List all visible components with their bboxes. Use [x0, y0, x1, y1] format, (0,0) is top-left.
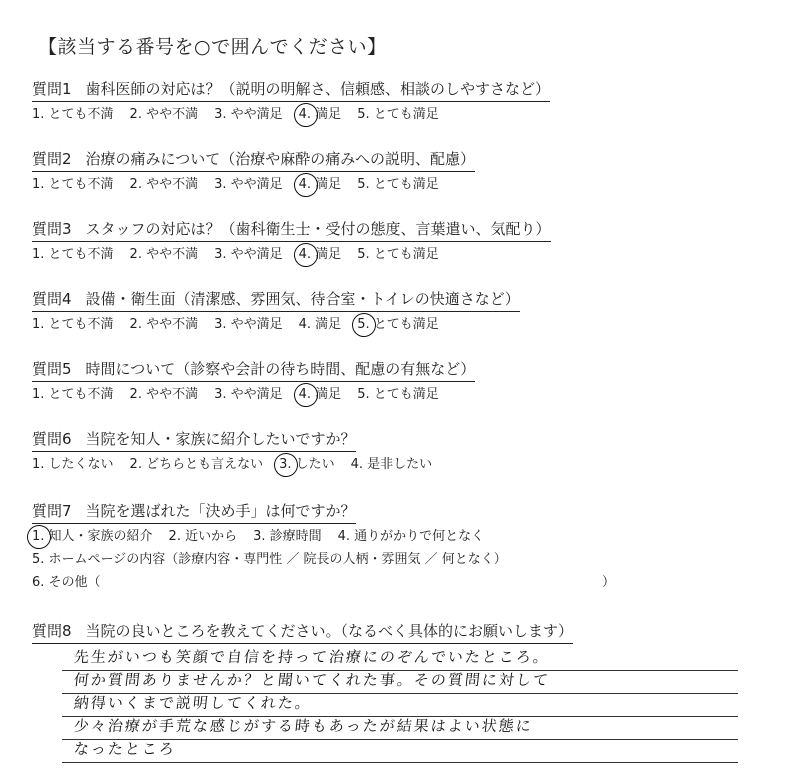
question-heading	[32, 500, 356, 524]
question-heading	[32, 148, 475, 172]
question-text: 当院を選ばれた「決め手」は何ですか？	[85, 502, 356, 520]
option[interactable]: 1. したくない	[32, 457, 114, 472]
question-text: 設備・衛生面（清潔感、雰囲気、待合室・トイレの快適さなど）	[85, 290, 520, 308]
answer-line	[62, 671, 738, 694]
question-number: 質問3	[32, 220, 72, 238]
question-number: 質問1	[32, 80, 72, 98]
question-4	[32, 288, 520, 335]
question-text: 時間について（診察や会計の待ち時間、配慮の有無など）	[85, 360, 476, 378]
question-heading	[32, 358, 475, 382]
option[interactable]: 5. とても満足	[357, 177, 439, 192]
option[interactable]: 5. とても満足	[357, 107, 439, 122]
option[interactable]: 1. とても不満	[32, 107, 114, 122]
handwritten-text: 少々治療が手荒な感じがする時もあったが結果はよい状態に	[73, 717, 534, 735]
option[interactable]: 4. 通りがかりで何となく	[337, 529, 485, 544]
option-circled[interactable]: 4. 満足	[299, 245, 342, 265]
question-5	[32, 358, 475, 405]
question-2	[32, 148, 475, 195]
option[interactable]: 2. やや不満	[129, 317, 199, 332]
handwritten-text: 納得いくまで説明してくれた。	[73, 694, 313, 712]
free-answer-area	[62, 648, 738, 763]
question-number: 質問6	[32, 430, 72, 448]
question-text: 治療の痛みについて（治療や麻酔の痛みへの説明、配慮）	[85, 150, 475, 168]
question-text: スタッフの対応は？（歯科衛生士・受付の態度、言葉遣い、気配り）	[85, 220, 551, 238]
option[interactable]: 3. やや満足	[214, 247, 283, 262]
option-circled[interactable]: 5. とても満足	[357, 315, 439, 335]
option-circled[interactable]: 1. 知人・家族の紹介	[32, 527, 153, 547]
handwritten-text: なったところ	[73, 740, 177, 758]
question-number: 質問7	[32, 502, 72, 520]
option[interactable]: 1. とても不満	[32, 317, 114, 332]
option[interactable]: 4. 是非したい	[350, 457, 433, 472]
handwritten-text: 先生がいつも笑顔で自信を持って治療にのぞんでいたところ。	[73, 648, 551, 666]
option[interactable]: 1. とても不満	[32, 387, 114, 402]
option-row-homepage: 5. ホームページの内容（診療内容・専門性 ／ 院長の人柄・雰囲気 ／ 何となく）	[32, 552, 507, 567]
question-number: 質問5	[32, 360, 72, 378]
option-row-other	[32, 573, 616, 593]
option-circled[interactable]: 4. 満足	[299, 175, 342, 195]
question-heading	[32, 288, 520, 312]
option-row	[32, 315, 520, 335]
option[interactable]: 5. とても満足	[357, 387, 439, 402]
option[interactable]: 2. やや不満	[129, 247, 199, 262]
option-row	[32, 245, 551, 265]
option-other: 6. その他（	[32, 575, 101, 590]
option[interactable]: 1. とても不満	[32, 177, 114, 192]
handwritten-text: 何か質問ありませんか？と聞いてくれた事。その質問に対して	[73, 671, 551, 689]
option[interactable]: 2. やや不満	[129, 387, 199, 402]
answer-line	[62, 740, 738, 763]
question-heading	[32, 620, 573, 644]
question-7	[32, 500, 616, 593]
question-1	[32, 78, 550, 125]
option[interactable]: 1. とても不満	[32, 247, 114, 262]
option[interactable]: 3. やや満足	[214, 387, 283, 402]
question-3	[32, 218, 551, 265]
answer-line	[62, 648, 738, 671]
option-circled[interactable]: 4. 満足	[299, 385, 342, 405]
option-circled[interactable]: 4. 満足	[299, 105, 342, 125]
option-row	[32, 175, 475, 195]
option[interactable]: 3. やや満足	[214, 107, 283, 122]
option-row	[32, 385, 475, 405]
question-number: 質問2	[32, 150, 72, 168]
page-title: 【該当する番号を○で囲んでください】	[38, 36, 387, 58]
option-row	[32, 527, 507, 547]
question-number: 質問4	[32, 290, 72, 308]
question-8	[32, 620, 573, 644]
option-row	[32, 455, 448, 475]
option[interactable]: 2. やや不満	[129, 107, 199, 122]
option[interactable]: 3. やや満足	[214, 317, 283, 332]
option[interactable]: 2. どちらとも言えない	[129, 457, 264, 472]
question-heading	[32, 78, 550, 102]
answer-line	[62, 717, 738, 740]
option[interactable]: 3. やや満足	[214, 177, 283, 192]
question-text: 当院の良いところを教えてください。（なるべく具体的にお願いします）	[85, 622, 574, 640]
question-number: 質問8	[32, 622, 72, 640]
answer-line	[62, 694, 738, 717]
option-other-close: ）	[602, 575, 616, 590]
option[interactable]: 5. とても満足	[357, 247, 439, 262]
question-heading	[32, 218, 551, 242]
option[interactable]: 2. 近いから	[168, 529, 238, 544]
option-row	[32, 105, 550, 125]
question-text: 当院を知人・家族に紹介したいですか？	[85, 430, 356, 448]
option[interactable]: 3. 診療時間	[253, 529, 322, 544]
option[interactable]: 4. 満足	[298, 317, 342, 332]
question-heading	[32, 428, 356, 452]
question-text: 歯科医師の対応は？（説明の明解さ、信頼感、相談のしやすさなど）	[85, 80, 550, 98]
option-circled[interactable]: 3. したい	[279, 455, 335, 475]
option[interactable]: 2. やや不満	[129, 177, 199, 192]
question-6	[32, 428, 448, 475]
